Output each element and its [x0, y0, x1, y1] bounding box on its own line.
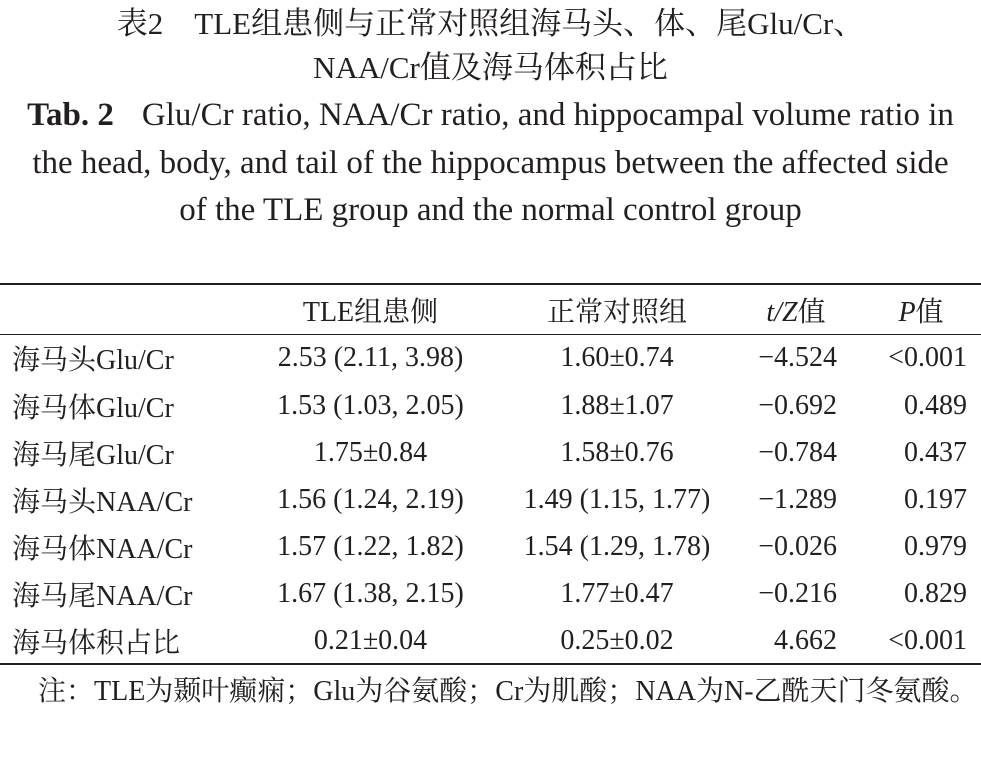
table-title-zh-line2: NAA/Cr值及海马体积占比 — [313, 50, 668, 85]
cell-t-value: −1.289 — [758, 483, 837, 515]
cell-name: 海马尾Glu/Cr — [12, 439, 174, 471]
header-t-suffix: 值 — [797, 297, 826, 328]
cell-tle: 1.56 (1.24, 2.19) — [277, 483, 464, 515]
table-row — [0, 570, 981, 617]
cell-p-value: <0.001 — [888, 624, 967, 656]
table-row — [0, 523, 981, 570]
cell-p-value: <0.001 — [888, 342, 967, 373]
cell-tle: 0.21±0.04 — [313, 624, 428, 656]
cell-name: 海马体积占比 — [12, 627, 181, 659]
cell-control: 1.54 (1.29, 1.78) — [523, 530, 711, 562]
cell-name: 海马体NAA/Cr — [12, 533, 193, 565]
table-title-en-text: Glu/Cr ratio, NAA/Cr ratio, and hippocampal volume ratio in the head, body, and tail of the hippocampus between the affected side of the TLE group and the normal control group — [32, 97, 954, 228]
cell-tle: 1.53 (1.03, 2.05) — [277, 389, 464, 421]
data-table — [0, 286, 981, 664]
cell-p-value: 0.197 — [904, 483, 967, 515]
table-row — [0, 429, 981, 476]
table-row — [0, 334, 981, 382]
table-footnote: 注：TLE为颞叶癫痫；Glu为谷氨酸；Cr为肌酸；NAA为N-乙酰天门冬氨酸。 — [38, 676, 978, 707]
header-p-suffix: 值 — [915, 297, 944, 328]
cell-p-value: 0.489 — [904, 389, 967, 421]
header-tle: TLE组患侧 — [302, 297, 439, 328]
cell-p-value: 0.829 — [904, 577, 967, 609]
cell-control: 1.88±1.07 — [560, 389, 674, 421]
cell-t-value: −0.026 — [758, 530, 837, 562]
table-row — [0, 617, 981, 664]
cell-tle: 1.67 (1.38, 2.15) — [277, 577, 464, 609]
cell-control: 1.49 (1.15, 1.77) — [523, 483, 711, 515]
header-control: 正常对照组 — [546, 297, 687, 328]
table-row — [0, 382, 981, 429]
cell-t-value: −0.692 — [758, 389, 837, 421]
cell-t-value: −0.784 — [758, 436, 837, 468]
cell-tle: 2.53 (2.11, 3.98) — [277, 342, 464, 373]
cell-p-value: 0.979 — [904, 530, 967, 562]
cell-name: 海马头Glu/Cr — [12, 345, 174, 376]
header-t — [741, 286, 851, 334]
cell-t-value: −4.524 — [758, 342, 837, 373]
cell-tle: 1.57 (1.22, 1.82) — [277, 530, 464, 562]
cell-tle: 1.75±0.84 — [313, 436, 428, 468]
cell-control: 0.25±0.02 — [560, 624, 674, 656]
cell-control: 1.58±0.76 — [560, 436, 674, 468]
cell-t-value: −0.216 — [758, 577, 837, 609]
cell-control: 1.77±0.47 — [560, 577, 674, 609]
cell-name: 海马头NAA/Cr — [12, 486, 193, 518]
table-title-en — [20, 92, 961, 235]
table-title-zh-line1: 表2 TLE组患侧与正常对照组海马头、体、尾Glu/Cr、 — [116, 6, 865, 41]
header-p — [851, 286, 981, 334]
cell-name: 海马体Glu/Cr — [12, 392, 174, 424]
table-top-rule — [0, 283, 981, 285]
cell-t-value: 4.662 — [774, 624, 837, 656]
header-p-symbol: P — [898, 297, 916, 328]
header-name — [0, 286, 248, 334]
cell-p-value: 0.437 — [904, 436, 967, 468]
cell-control: 1.60±0.74 — [560, 342, 674, 373]
table-header-row — [0, 286, 981, 334]
cell-name: 海马尾NAA/Cr — [12, 580, 193, 612]
table-label-en: Tab. 2 — [27, 97, 114, 133]
header-t-symbol: t/Z — [766, 297, 798, 328]
table-row — [0, 476, 981, 523]
